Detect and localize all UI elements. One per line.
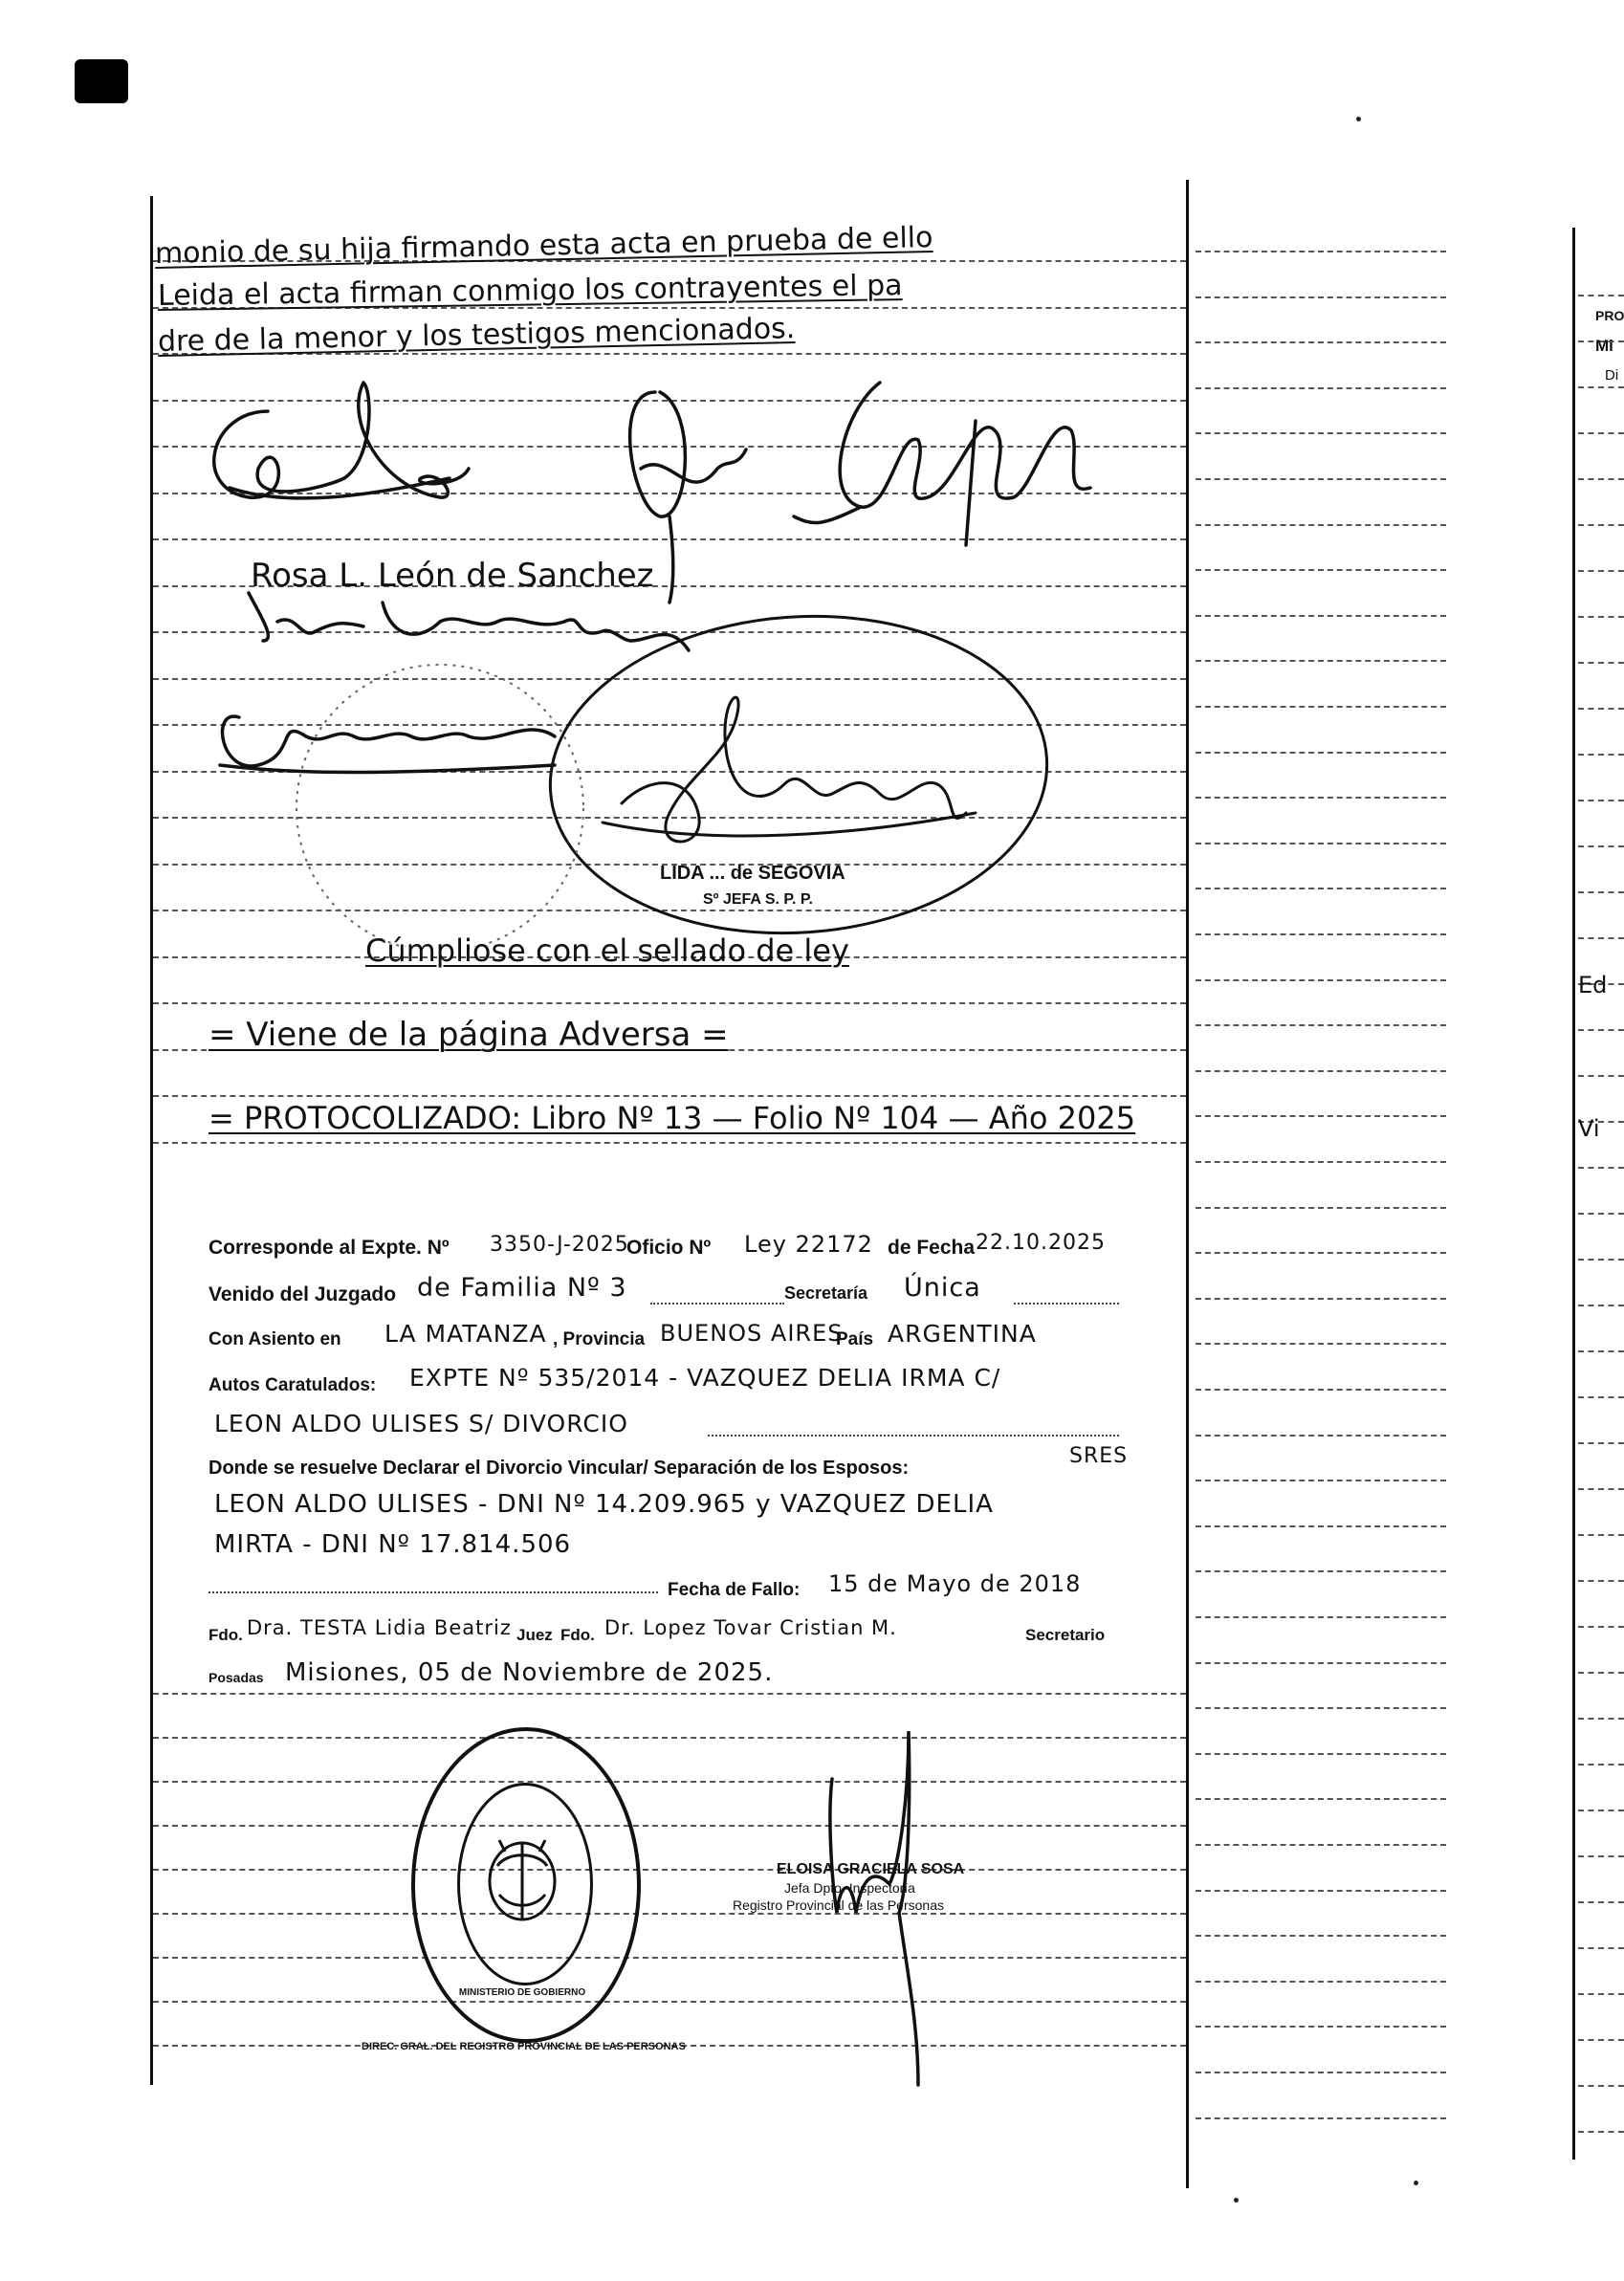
ruled-line: [1196, 1890, 1446, 1892]
right-margin-ed: Ed: [1578, 972, 1608, 998]
right-margin-text-1: PRO: [1595, 308, 1624, 323]
ruled-line: [1578, 1075, 1624, 1077]
ruled-line: [1196, 979, 1446, 981]
ruled-line: [1196, 296, 1446, 298]
handwritten-line-2: Leida el acta firman conmigo los contrayentes el pa: [157, 269, 903, 313]
ruled-line: [1196, 432, 1446, 434]
esposos-value-2: MIRTA - DNI Nº 17.814.506: [214, 1530, 572, 1559]
ruled-line: [1196, 1435, 1446, 1437]
ruled-line: [1196, 387, 1446, 389]
ruled-line: [1196, 2026, 1446, 2028]
ruled-line: [1196, 1662, 1446, 1664]
secretaria-label: Secretaría: [784, 1283, 868, 1303]
ruled-line: [1196, 2072, 1446, 2073]
round-seal-inner-text: MINISTERIO DE GOBIERNO: [458, 1987, 586, 1998]
ruled-line: [1578, 386, 1624, 388]
ruled-line: [1578, 570, 1624, 572]
officer-title: Jefa Dpto. Inspectoría: [784, 1880, 915, 1896]
ruled-line: [1196, 1070, 1446, 1072]
fill-dots: [650, 1303, 784, 1305]
ruled-line: [1196, 1798, 1446, 1800]
ruled-line: [1578, 1259, 1624, 1261]
ruled-line: [153, 2001, 1186, 2003]
right-margin-text-2: Mi: [1595, 337, 1613, 355]
ruled-line: [1196, 1753, 1446, 1755]
ruled-line: [1196, 1115, 1446, 1117]
ruled-line: [1578, 1718, 1624, 1720]
ruled-line: [1578, 1213, 1624, 1215]
fdo2-label: Fdo.: [560, 1626, 595, 1644]
oficio-label: Oficio Nº: [626, 1237, 712, 1259]
scan-blot: [75, 59, 128, 103]
ruled-line: [1196, 1981, 1446, 1983]
ruled-line: [1196, 1389, 1446, 1391]
scan-speck: [1356, 117, 1361, 121]
ruled-line: [1196, 1343, 1446, 1345]
secretaria-value: Única: [904, 1273, 981, 1303]
posadas-label: Posadas: [208, 1670, 264, 1685]
ruled-line: [1578, 1901, 1624, 1903]
donde-label: Donde se resuelve Declarar el Divorcio Vincular/ Separación de los Esposos:: [208, 1458, 910, 1479]
ruled-line: [1578, 1167, 1624, 1169]
ruled-line: [1578, 1809, 1624, 1811]
ruled-line: [1578, 800, 1624, 801]
ruled-line: [1578, 845, 1624, 847]
ruled-line: [1196, 797, 1446, 799]
autos-label: Autos Caratulados:: [208, 1375, 377, 1395]
ruled-line: [153, 1142, 1186, 1144]
ruled-line: [1578, 616, 1624, 618]
fill-dots: [1014, 1303, 1119, 1305]
expte-value: 3350-J-2025: [490, 1233, 629, 1257]
fdo-value: Dra. TESTA Lidia Beatriz: [247, 1616, 512, 1639]
autos-value-1: EXPTE Nº 535/2014 - VAZQUEZ DELIA IRMA C/: [409, 1364, 1001, 1392]
esposos-value-1: LEON ALDO ULISES - DNI Nº 14.209.965 y VAZQUEZ DELIA: [214, 1490, 994, 1519]
asiento-value: LA MATANZA: [384, 1320, 547, 1348]
ruled-line: [153, 1957, 1186, 1959]
ruled-line: [1578, 1350, 1624, 1352]
official-stamp-name: LIDA ... de SEGOVIA: [660, 863, 845, 884]
ruled-line: [1578, 524, 1624, 526]
provincia-value: BUENOS AIRES: [660, 1320, 844, 1347]
ruled-line: [1196, 615, 1446, 617]
ruled-line: [1578, 1488, 1624, 1490]
ruled-line: [1196, 933, 1446, 935]
ruled-line: [153, 1913, 1186, 1915]
ruled-line: [153, 1737, 1186, 1739]
officer-name: ELOISA GRACIELA SOSA: [777, 1861, 965, 1877]
ruled-line: [1196, 1207, 1446, 1209]
secretario-label: Secretario: [1025, 1626, 1106, 1644]
ruled-line: [1578, 1855, 1624, 1857]
ruled-line: [1578, 1672, 1624, 1674]
ruled-line: [1196, 2117, 1446, 2119]
ruled-line: [1578, 2085, 1624, 2087]
ruled-line: [1578, 2039, 1624, 2041]
ruled-line: [153, 1781, 1186, 1783]
handwritten-line-3: dre de la menor y los testigos mencionados.: [157, 312, 796, 359]
signature-name-handwritten: Rosa L. León de Sanchez: [251, 557, 654, 595]
ruled-line: [1196, 251, 1446, 252]
fallo-value: 15 de Mayo de 2018: [828, 1570, 1082, 1597]
ruled-line: [1578, 1626, 1624, 1628]
official-stamp-title: Sº JEFA S. P. P.: [703, 891, 813, 908]
fecha-label: de Fecha: [888, 1237, 976, 1259]
corresponde-label: Corresponde al Expte. Nº: [208, 1237, 450, 1259]
pais-value: ARGENTINA: [888, 1320, 1037, 1348]
ruled-line: [1578, 754, 1624, 756]
viene-note: = Viene de la página Adversa =: [208, 1016, 729, 1054]
ruled-line: [1578, 1580, 1624, 1582]
ruled-line: [1578, 1947, 1624, 1949]
ruled-line: [1196, 1161, 1446, 1163]
ruled-line: [1196, 843, 1446, 844]
ruled-line: [1196, 1525, 1446, 1527]
ruled-line: [1578, 937, 1624, 939]
ruled-line: [153, 1002, 1186, 1004]
ruled-line: [1578, 1442, 1624, 1444]
fallo-label: Fecha de Fallo:: [668, 1580, 801, 1600]
ruled-line: [1196, 478, 1446, 480]
right-margin-text-3: Di: [1605, 367, 1619, 384]
ruled-line: [1196, 1480, 1446, 1481]
asiento-label: Con Asiento en: [208, 1329, 341, 1349]
oficio-value: Ley 22172: [744, 1231, 873, 1258]
ruled-line: [1578, 708, 1624, 710]
ruled-line: [153, 1095, 1186, 1097]
ruled-line: [1578, 295, 1624, 296]
ruled-line: [1578, 1534, 1624, 1536]
ruled-line: [1196, 1844, 1446, 1846]
ruled-line: [1196, 1616, 1446, 1618]
ruled-line: [1578, 1029, 1624, 1031]
pais-label: País: [836, 1329, 874, 1349]
fecha-value: 22.10.2025: [976, 1231, 1106, 1255]
ruled-line: [1578, 1993, 1624, 1995]
ruled-line: [1196, 660, 1446, 662]
ruled-line: [1196, 752, 1446, 754]
ruled-line: [1196, 1707, 1446, 1709]
ruled-line: [1578, 891, 1624, 893]
ruled-line: [1196, 1024, 1446, 1026]
cumpliose-note: Cúmpliose con el sellado de ley: [365, 932, 849, 969]
fill-dots: [708, 1435, 1119, 1437]
ruled-line: [1196, 1935, 1446, 1937]
round-seal-ring-text: DIREC. GRAL. DEL REGISTRO PROVINCIAL DE LAS PERSONAS: [362, 2041, 686, 2052]
donde-value: SRES: [1069, 1444, 1129, 1468]
officer-office: Registro Provincial de las Personas: [733, 1897, 944, 1913]
posadas-value: Misiones, 05 de Noviembre de 2025.: [285, 1658, 774, 1687]
autos-value-2: LEON ALDO ULISES S/ DIVORCIO: [214, 1410, 628, 1437]
fdo-label: Fdo.: [208, 1626, 243, 1644]
ruled-line: [1578, 1396, 1624, 1398]
protocolizado-note: = PROTOCOLIZADO: Libro Nº 13 — Folio Nº 104 — Año 2025: [208, 1100, 1136, 1136]
juez-label: Juez: [516, 1626, 553, 1644]
fdo2-value: Dr. Lopez Tovar Cristian M.: [604, 1616, 897, 1639]
ruled-line: [1578, 1305, 1624, 1306]
ruled-line: [153, 1869, 1186, 1871]
ruled-line: [153, 1693, 1186, 1695]
ruled-line: [1196, 888, 1446, 889]
ruled-line: [1578, 432, 1624, 434]
ruled-line: [1578, 2131, 1624, 2133]
ruled-line: [1196, 524, 1446, 526]
venido-label: Venido del Juzgado: [208, 1283, 397, 1305]
juzgado-value: de Familia Nº 3: [417, 1273, 627, 1303]
handwritten-line-1: monio de su hija firmando esta acta en prueba de ello: [154, 220, 933, 271]
ruled-line: [1196, 706, 1446, 708]
ruled-line: [1578, 662, 1624, 664]
scan-speck: [1234, 2198, 1239, 2203]
right-margin-vi: Vi: [1578, 1115, 1600, 1142]
ruled-line: [1196, 569, 1446, 571]
ruled-line: [1196, 1570, 1446, 1572]
ruled-line: [153, 1825, 1186, 1827]
right-page-edge-line: [1572, 228, 1575, 2160]
ruled-line: [1578, 478, 1624, 480]
ruled-line: [1196, 341, 1446, 343]
scan-speck: [1414, 2181, 1418, 2185]
ruled-line: [1196, 1298, 1446, 1300]
ruled-line: [1196, 1252, 1446, 1254]
ruled-line: [1578, 1764, 1624, 1766]
signatures-drawing: [153, 354, 1196, 947]
provincia-label: , Provincia: [553, 1329, 646, 1349]
fill-dots: [208, 1591, 658, 1593]
